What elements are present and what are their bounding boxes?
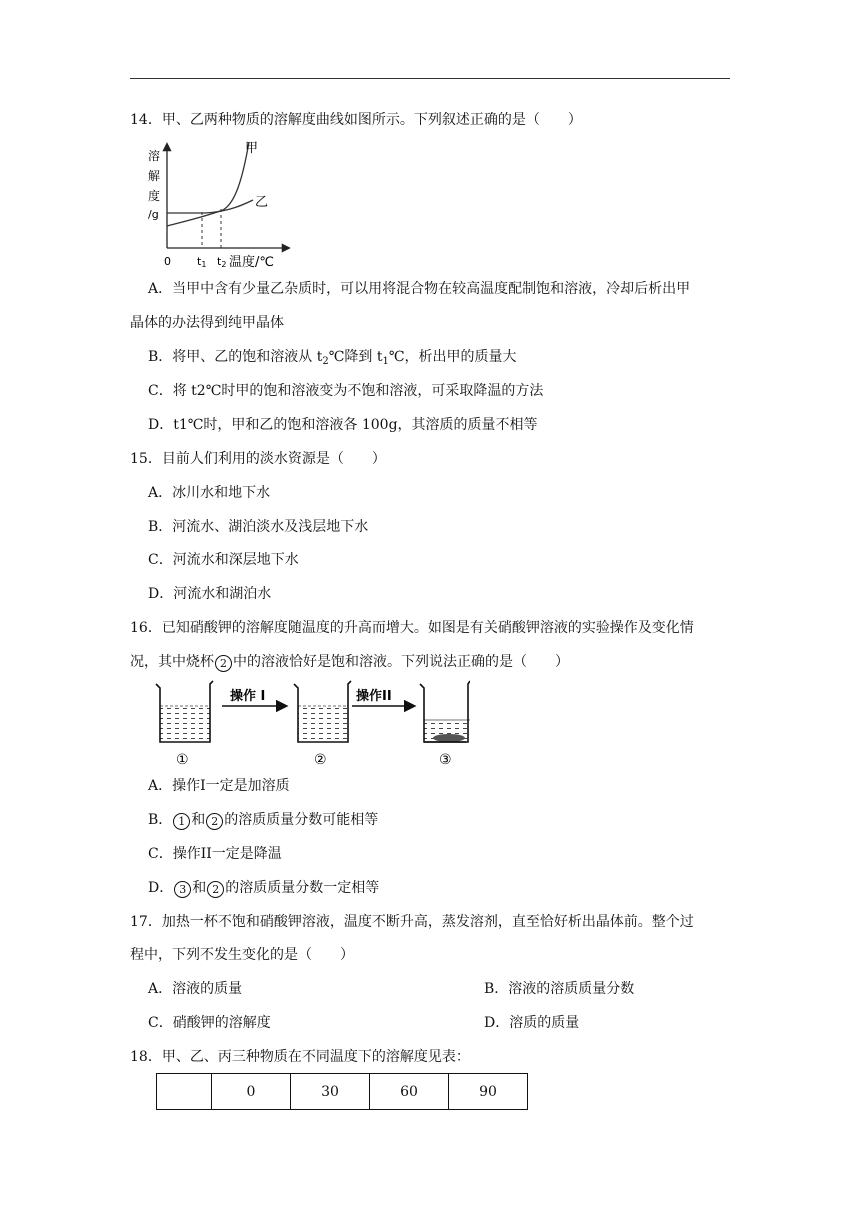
- y-label-char: /g: [148, 208, 159, 221]
- q14-stem: 14．甲、乙两种物质的溶解度曲线如图所示。下列叙述正确的是（ ）: [130, 112, 582, 128]
- y-label-char: 解: [148, 169, 161, 183]
- solubility-table: [156, 1073, 528, 1110]
- q17-option-d: D．溶质的质量: [484, 1015, 580, 1031]
- q16-option-d: D． 3 和 2 的溶质质量分数一定相等: [148, 880, 380, 896]
- curve-yi-label: 乙: [255, 195, 269, 210]
- q14-option-d: D．t1℃时，甲和乙的饱和溶液各 100g，其溶质的质量不相等: [148, 417, 538, 433]
- q16-stem-line1: 16．已知硝酸钾的溶解度随温度的升高而增大。如图是有关硝酸钾溶液的实验操作及变化情: [130, 620, 694, 636]
- q15-stem: 15．目前人们利用的淡水资源是（ ）: [130, 451, 386, 467]
- beaker-2-label: ②: [314, 752, 327, 768]
- t1-label: t1: [197, 255, 207, 269]
- header-rule: [130, 78, 730, 79]
- table-header-cell: [157, 1074, 212, 1110]
- q16-option-a: A．操作I一定是加溶质: [148, 778, 290, 794]
- q14-option-b: B．将甲、乙的饱和溶液从 $t_2℃$降到 $t_1℃$，析出甲的质量大: [148, 349, 517, 367]
- t2-label: t2: [217, 255, 227, 269]
- y-label-char: 度: [148, 189, 161, 203]
- q17-stem-line1: 17．加热一杯不饱和硝酸钾溶液，温度不断升高，蒸发溶剂，直至恰好析出晶体前。整个过: [130, 914, 694, 930]
- beaker-operation-diagram: [150, 676, 470, 768]
- curve-yi: [167, 200, 253, 213]
- y-label-char: 溶: [148, 149, 161, 163]
- q16-stem-line2: 况，其中烧杯 2 中的溶液恰好是饱和溶液。下列说法正确的是（ ）: [130, 654, 569, 670]
- solubility-curve-graph: [145, 138, 305, 272]
- q17-option-b: B．溶液的溶质质量分数: [484, 981, 635, 997]
- q18-stem: 18．甲、乙、丙三种物质在不同温度下的溶解度见表：: [130, 1049, 470, 1065]
- q15-option-c: C．河流水和深层地下水: [148, 552, 299, 568]
- q17-stem-line2: 程中，下列不发生变化的是（ ）: [130, 947, 354, 963]
- q14-option-a-line1: A．当甲中含有少量乙杂质时，可以用将混合物在较高温度配制饱和溶液，冷却后析出甲: [148, 281, 691, 297]
- q14-option-c: C．将 t2℃时甲的饱和溶液变为不饱和溶液，可采取降温的方法: [148, 383, 544, 399]
- table-header-cell: 0: [212, 1074, 291, 1110]
- beaker-1-label: ①: [176, 752, 189, 768]
- origin-label: 0: [164, 255, 171, 268]
- q14-option-a-line2: 晶体的办法得到纯甲晶体: [130, 315, 284, 331]
- beaker-3: [420, 681, 470, 742]
- q16-option-c: C．操作II一定是降温: [148, 846, 282, 862]
- beaker-1: [156, 681, 213, 742]
- operation-2-label: 操作II: [356, 689, 392, 704]
- x-label: 温度/℃: [229, 255, 274, 270]
- table-row: [157, 1074, 528, 1110]
- curve-jia-label: 甲: [245, 141, 259, 156]
- beaker-3-label: ③: [439, 752, 452, 768]
- table-header-cell: 30: [291, 1074, 370, 1110]
- q15-option-b: B．河流水、湖泊淡水及浅层地下水: [148, 519, 369, 535]
- q15-option-a: A．冰川水和地下水: [148, 485, 271, 501]
- q16-option-b: B． 1 和 2 的溶质质量分数可能相等: [148, 812, 379, 828]
- q17-option-a: A．溶液的质量: [148, 981, 243, 997]
- beaker-2: [294, 681, 351, 742]
- table-header-cell: 90: [449, 1074, 528, 1110]
- operation-1-label: 操作 I: [230, 689, 266, 704]
- q15-option-d: D．河流水和湖泊水: [148, 586, 272, 602]
- table-header-cell: 60: [370, 1074, 449, 1110]
- q17-option-c: C．硝酸钾的溶解度: [148, 1015, 271, 1031]
